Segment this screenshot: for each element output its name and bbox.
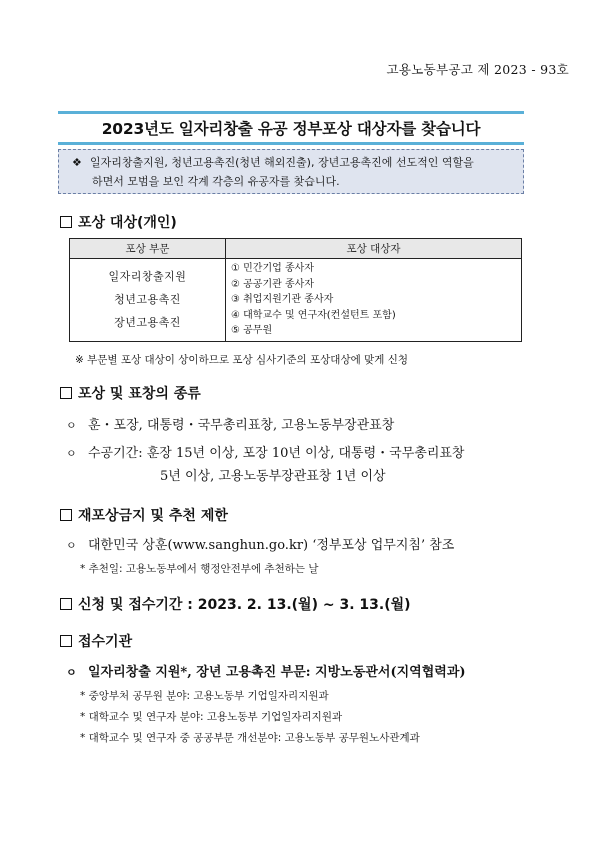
receiving-office-text: 일자리창출 지원*, 장년 고용촉진 부문: 지방노동관서(지역협력과): [88, 665, 466, 680]
category-item: 장년고용촉진: [114, 316, 181, 330]
service-period-line-2: 5년 이상, 고용노동부장관표창 1년 이상: [160, 469, 386, 484]
checkbox-square-icon: [60, 598, 72, 610]
target-item: ④ 대학교수 및 연구자(컨설턴트 포함): [231, 309, 396, 321]
section-heading-award-types: [60, 383, 201, 403]
checkbox-square-icon: [60, 387, 72, 399]
award-target-table: [69, 238, 522, 342]
restriction-item: [66, 534, 454, 553]
target-item: ① 민간기업 종사자: [231, 263, 314, 274]
section-heading-award-target: [60, 212, 177, 232]
award-types-item: [66, 414, 394, 433]
summary-line-2: 하면서 모범을 보인 각계 각층의 유공자를 찾습니다.: [92, 175, 340, 188]
target-cell: [226, 259, 522, 342]
target-item: ⑤ 공무원: [231, 325, 273, 337]
summary-line-1: 일자리창출지원, 청년고용촉진(청년 해외진출), 장년고용촉진에 선도적인 역할을: [90, 156, 474, 169]
section-heading-application-period: [60, 594, 411, 614]
award-types-text: 훈・포장, 대통령・국무총리표창, 고용노동부장관표창: [88, 418, 395, 433]
receiving-office-footnote: * 대학교수 및 연구자 분야: 고용노동부 기업일자리지원과: [80, 711, 343, 723]
table-header-category: 포상 부문: [70, 239, 226, 259]
service-period-text: 수공기간: 훈장 15년 이상, 포장 10년 이상, 대통령・국무총리표창: [88, 446, 465, 461]
table-note: ※ 부문별 포상 대상이 상이하므로 포상 심사기준의 포상대상에 맞게 신청: [75, 354, 408, 366]
table-header-row: [70, 239, 522, 259]
table-row: [70, 259, 522, 342]
category-cell: [70, 259, 226, 342]
receiving-office-footnote: * 대학교수 및 연구자 중 공공부문 개선분야: 고용노동부 공무원노사관계과: [80, 732, 420, 744]
section-heading-text: 재포상금지 및 추천 제한: [78, 508, 228, 524]
receiving-office-item: [66, 661, 466, 680]
category-item: 청년고용촉진: [114, 293, 181, 307]
section-heading-text: 포상 대상(개인): [78, 215, 177, 231]
checkbox-square-icon: [60, 216, 72, 228]
section-heading-receiving-office: [60, 631, 132, 651]
restriction-text: 대한민국 상훈(www.sanghun.go.kr) ‘정부포상 업무지침’ 참조: [88, 538, 455, 553]
diamond-bullet-icon: ❖: [72, 156, 82, 169]
section-heading-text: 접수기관: [78, 634, 133, 650]
section-heading-text: 포상 및 표창의 종류: [78, 386, 201, 402]
checkbox-square-icon: [60, 509, 72, 521]
checkbox-square-icon: [60, 635, 72, 647]
category-item: 일자리창출지원: [108, 270, 187, 284]
receiving-office-footnote: * 중앙부처 공무원 분야: 고용노동부 기업일자리지원과: [80, 690, 329, 702]
target-item: ② 공공기관 종사자: [231, 278, 314, 290]
circle-bullet-icon: ㅇ: [66, 447, 77, 460]
service-period-item: [66, 442, 465, 461]
summary-box: [58, 149, 524, 194]
circle-bullet-icon: ㅇ: [66, 666, 77, 679]
table-header-target: 포상 대상자: [226, 239, 522, 259]
title-banner: [58, 111, 524, 145]
restriction-footnote: * 추천일: 고용노동부에서 행정안전부에 추천하는 날: [80, 563, 319, 575]
section-heading-restriction: [60, 505, 228, 525]
section-heading-text: 신청 및 접수기간 : 2023. 2. 13.(월) ~ 3. 13.(월): [78, 597, 411, 613]
circle-bullet-icon: ㅇ: [66, 419, 77, 432]
announcement-number: 고용노동부공고 제 2023 - 93호: [386, 62, 569, 77]
target-item: ③ 취업지원기관 종사자: [231, 294, 334, 306]
page-title: 2023년도 일자리창출 유공 정부포상 대상자를 찾습니다: [101, 120, 481, 138]
circle-bullet-icon: ㅇ: [66, 539, 77, 552]
